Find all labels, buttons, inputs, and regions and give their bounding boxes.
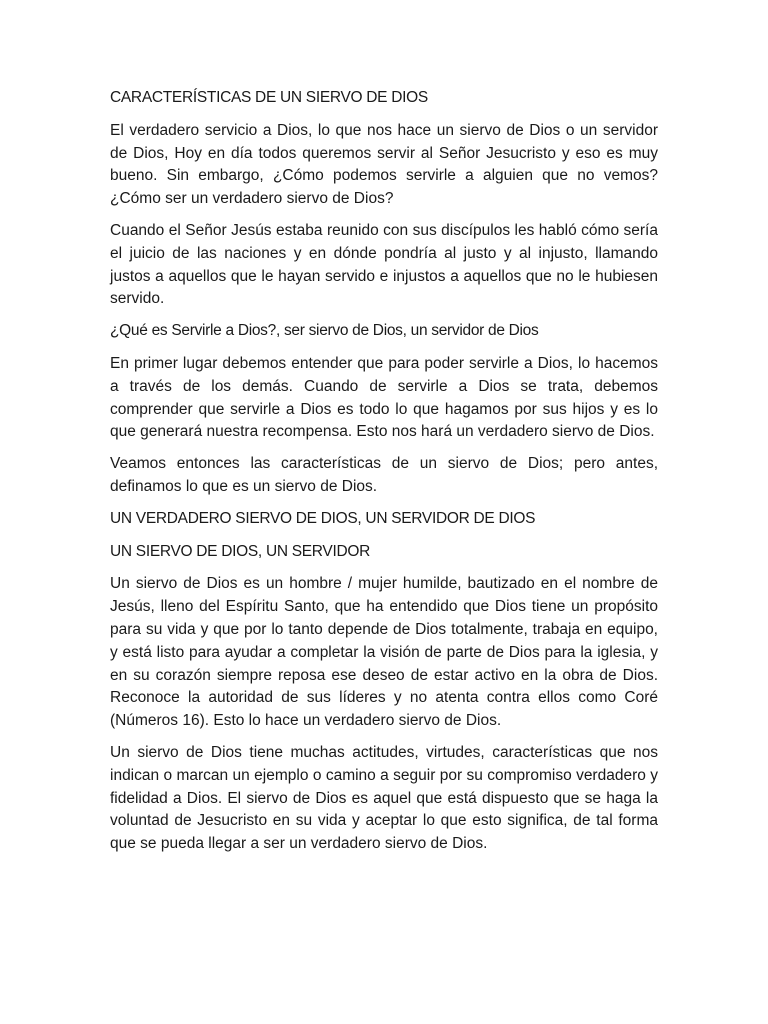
paragraph-intro: El verdadero servicio a Dios, lo que nos hace un siervo de Dios o un servidor de Dios, Hoy en día todos queremos servir al Señor Jesucristo y eso es muy bueno. Sin embargo, ¿Cómo podemos servirle a alguien que no vemos? ¿Cómo ser un verdadero siervo de Dios? [110,121,658,208]
paragraph-judgment: Cuando el Señor Jesús estaba reunido con sus discípulos les habló cómo sería el juicio de las naciones y en dónde pondría al justo y al injusto, llamando justos a aquellos que le hayan servido e injustos a aquellos que no le hubiesen servido. [110,221,658,308]
paragraph-definition: Un siervo de Dios es un hombre / mujer humilde, bautizado en el nombre de Jesús, lleno del Espíritu Santo, que ha entendido que Dios tiene un propósito para su vida y que por lo tanto depende de Dios totalmente, trabaja en equipo, y está listo para ayudar a completar la visión de parte de Dios para la iglesia, y en su corazón siempre reposa ese deseo de estar activo en la obra de Dios. Reconoce la autoridad de sus líderes y no atenta contra ellos como Coré (Números 16). Esto lo hace un verdadero siervo de Dios. [110,575,658,730]
paragraph-attitudes: Un siervo de Dios tiene muchas actitudes, virtudes, características que nos indican o marcan un ejemplo o camino a seguir por su compromiso verdadero y fidelidad a Dios. El siervo de Dios es aquel que está dispuesto que se haga la voluntad de Jesucristo en su vida y aceptar lo que esto significa, de tal forma que se pueda llegar a ser un verdadero siervo de Dios. [110,743,658,853]
subheading-what-is-serving: ¿Qué es Servirle a Dios?, ser siervo de Dios, un servidor de Dios [110,322,539,340]
subheading-servant: UN SIERVO DE DIOS, UN SERVIDOR [110,542,371,560]
paragraph-first-place: En primer lugar debemos entender que para poder servirle a Dios, lo hacemos a través de los demás. Cuando de servirle a Dios se trata, debemos comprender que servirle a Dios es todo lo que hagamos por sus hijos y es lo que generará nuestra recompensa. Esto nos hará un verdadero siervo de Dios. [110,354,658,441]
document-title: CARACTERÍSTICAS DE UN SIERVO DE DIOS [110,89,428,106]
paragraph-characteristics: Veamos entonces las características de un siervo de Dios; pero antes, definamos lo que es un siervo de Dios. [110,455,658,495]
document-page [110,87,658,865]
subheading-true-servant: UN VERDADERO SIERVO DE DIOS, UN SERVIDOR DE DIOS [110,509,536,527]
